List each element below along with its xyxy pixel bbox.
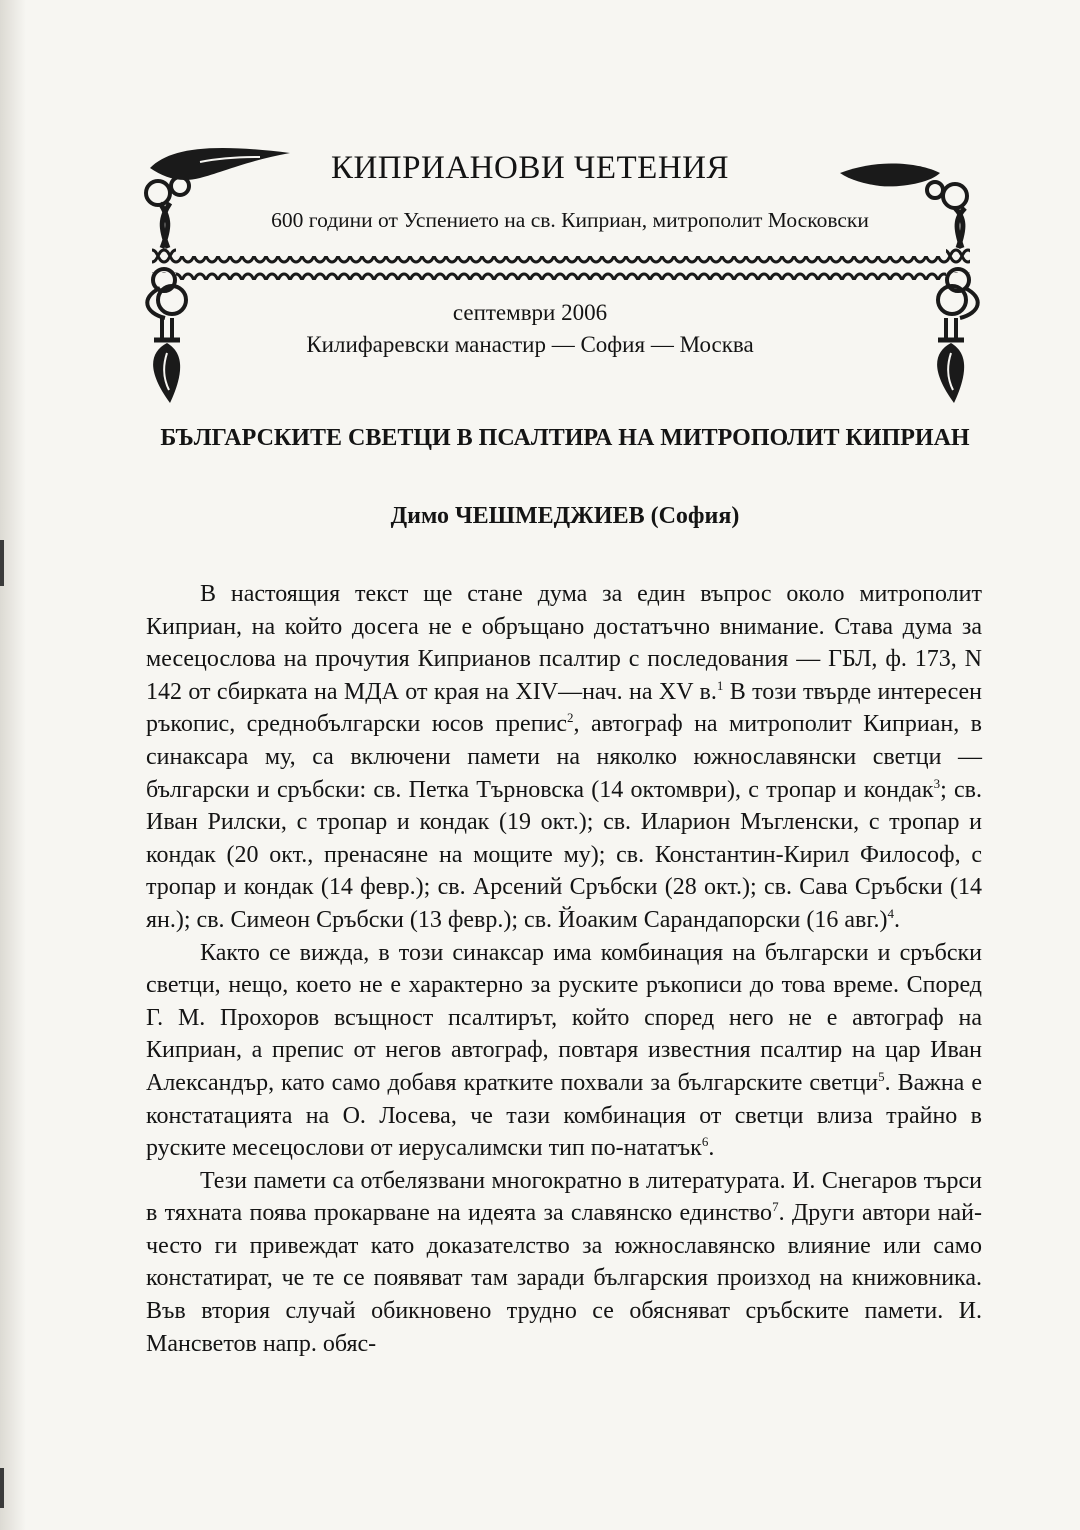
paragraph-1 bbox=[146, 578, 982, 937]
series-title: КИПРИАНОВИ ЧЕТЕНИЯ bbox=[330, 150, 730, 186]
knotwork-header-ornament bbox=[140, 148, 990, 408]
article-author: Димо ЧЕШМЕДЖИЕВ (София) bbox=[390, 503, 740, 529]
scan-edge-mark bbox=[0, 1468, 4, 1508]
event-date: септември 2006 bbox=[452, 300, 608, 325]
footnote-ref: 2 bbox=[567, 710, 574, 726]
right-pendant-ornament bbox=[937, 318, 964, 403]
left-pendant-ornament bbox=[153, 318, 180, 403]
paragraph-text: . bbox=[708, 1135, 715, 1162]
paragraph-3 bbox=[146, 1165, 982, 1361]
article-body bbox=[146, 578, 982, 1360]
paragraph-2 bbox=[146, 937, 982, 1165]
page-binding-shadow bbox=[0, 0, 26, 1530]
footnote-ref: 4 bbox=[887, 905, 895, 921]
footnote-ref: 1 bbox=[716, 677, 724, 693]
paragraph-text: . bbox=[894, 906, 901, 933]
paragraph-text: . Други автори най-често ги привеждат като доказателство за южнославянско влияние или само констатират, че те се появяват там заради българския произход на книжовника. Във втория случай обикновено трудно се обясняват сръбските памети. И. Мансветов напр. обяс- bbox=[146, 1200, 982, 1357]
paragraph-text: В настоящия текст ще стане дума за един въпрос около митрополит Киприан, на който досега не е обръщано достатъчно внимание. Става дума за месецослова на прочутия Киприанов псалтир с последования — ГБЛ, ф. 173, N 142 от сбирката на МДА от края на XIV—нач. на XV в. bbox=[146, 581, 982, 705]
paragraph-text: Тези памети са отбелязвани многократно в литературата. И. Снегаров търси в тяхната поява прокарване на идеята за славянско единство bbox=[146, 1167, 982, 1227]
series-subtitle: 600 години от Успението на св. Киприан, митрополит Московски bbox=[271, 208, 869, 232]
footnote-ref: 3 bbox=[933, 775, 941, 791]
paragraph-text: , автограф на митрополит Киприан, в синаксара му, са включени памети на няколко южнославянски светци — български и сръбски: св. Петка Търновска (14 октомври), с тропар и кондак bbox=[146, 711, 982, 803]
paragraph-text: . Важна е констатацията на О. Лосева, че тази комбинация от светци влиза трайно в руските месецослови от иерусалимски тип по-нататък bbox=[146, 1069, 982, 1162]
paragraph-text: Както се вижда, в този синаксар има комбинация на български и сръбски светци, нещо, което не е характерно за руските ръкописи до това време. Според Г. М. Прохоров всъщност псалтирът, който според него не е автограф на Киприан, а препис от негов автограф, повтаря известния псалтир на цар Иван Александър, като само добавя кратките похвали за българските светци bbox=[146, 939, 982, 1096]
footnote-ref: 5 bbox=[878, 1068, 885, 1084]
paragraph-text: В този твърде интересен ръкопис, среднобългарски юсов препис bbox=[146, 678, 983, 738]
footnote-ref: 7 bbox=[772, 1199, 779, 1215]
event-places: Килифаревски манастир — София — Москва bbox=[306, 332, 754, 357]
braid-band bbox=[176, 256, 946, 280]
scan-edge-mark bbox=[0, 540, 4, 586]
footnote-ref: 6 bbox=[701, 1134, 709, 1150]
article-title: БЪЛГАРСКИТЕ СВЕТЦИ В ПСАЛТИРА НА МИТРОПОЛИТ КИПРИАН bbox=[160, 425, 970, 451]
paragraph-text: ; св. Иван Рилски, с тропар и кондак (19 окт.); св. Иларион Мъгленски, с тропар и кондак (20 окт., пренасяне на мощите му); св. Константин-Кирил Философ, с тропар и кондак (14 февр.); св. Арсений Сръбски (28 окт.); св. Сава Сръбски (14 ян.); св. Симеон Сръбски (13 февр.); св. Йоаким Сарандапорски (16 авг.) bbox=[146, 776, 982, 933]
